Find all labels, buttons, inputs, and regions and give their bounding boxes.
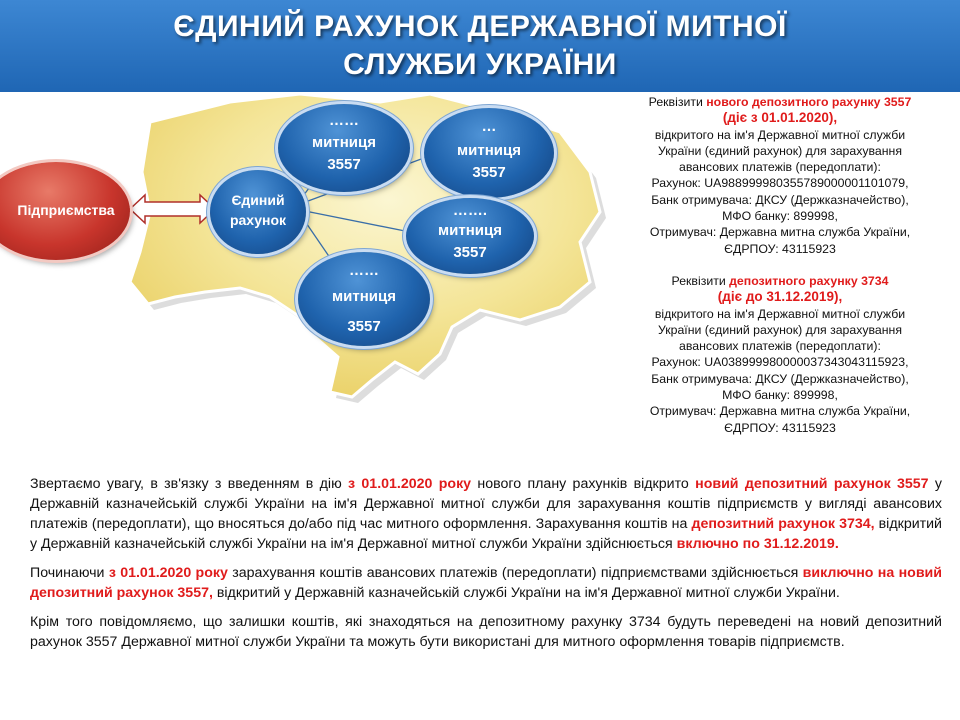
customs-code: 3557 [327,156,361,173]
single-account-line-1: Єдиний [231,192,285,208]
text-span: Крім того повідомляємо, що залишки коштів, які знаходяться на депозитному рахунку 3734 будуть переведені на новий депозитний рахунок 3557 Державної митної служби України та можуть бути використані для митного оформлення товарів підприємств. [30,614,942,650]
notice-paragraph-3 [30,612,942,652]
text-span: відкритий у Державній казначейській службі України на ім'я Державної митної служби України. [212,585,840,601]
customs-node [278,104,410,192]
old-account-line: відкритого на ім'я Державної митної служби [654,306,906,321]
highlight-span: депозитний рахунок 3734, [691,516,875,532]
old-account-line: України (єдиний рахунок) для зарахування [657,322,903,337]
old-account-prefix: Реквізити [671,273,730,288]
customs-dots: ……. [452,202,488,219]
text-span: зарахування коштів авансових платежів (передоплати) підприємствами здійснюється [227,565,803,581]
new-account-line: Отримувач: Державна митна служба України, [649,225,911,240]
old-account-line: ЄДРПОУ: 43115923 [724,420,836,435]
map-diagram [0,92,610,470]
page-title-line-1: ЄДИНИЙ РАХУНОК ДЕРЖАВНОЇ МИТНОЇ [173,10,787,43]
text-span: відкритий у Державній казначейській службі України на ім'я Державної митної служби України здійснюється [30,516,942,552]
old-account-line: Отримувач: Державна митна служба України, [649,404,911,419]
old-account-line: Банк отримувача: ДКСУ (Держказначейство), [651,371,909,386]
new-account-line: відкритого на ім'я Державної митної служби [654,127,906,142]
old-account-line: Рахунок: UA038999980000037343043115923, [651,355,909,370]
old-account-details [610,273,950,436]
customs-name: митниця [312,134,376,151]
notice-paragraph-1 [30,474,942,554]
customs-code: 3557 [453,244,487,261]
customs-dots: … [481,118,497,135]
new-account-line: Банк отримувача: ДКСУ (Держказначейство), [651,192,909,207]
customs-node [298,252,430,346]
account-details [610,94,950,436]
customs-name: митниця [438,222,502,239]
new-account-prefix: Реквізити [648,95,707,109]
notice-paragraph-2 [30,563,942,603]
title-bar [0,0,960,92]
new-account-line: України (єдиний рахунок) для зарахування [657,143,903,158]
new-account-title: нового депозитного рахунку 3557 [706,95,912,109]
highlight-span: включно по 31.12.2019. [676,536,839,552]
customs-node [424,108,554,198]
customs-name: митниця [332,288,396,305]
text-span: у Державній казначейській службі України на ім'я Державної митної служби для зарахування коштів підприємств у вигляді авансових платежів (передоплати), що вносяться до/або під час митного оформлення. Зарахування коштів на [30,476,942,532]
notice-body [30,474,942,661]
highlight-span: з 01.01.2020 року [108,565,228,581]
text-span: Починаючи [30,565,109,581]
customs-dots: …… [329,112,359,129]
new-account-line: Рахунок: UA988999980355789000001101079, [651,176,909,191]
customs-code: 3557 [472,164,506,181]
old-account-line: авансових платежів (передоплати): [679,339,881,354]
customs-dots: …… [349,262,379,279]
customs-name: митниця [457,142,521,159]
highlight-span: з 01.01.2020 року [348,476,472,492]
enterprises-label: Підприємства [17,202,115,218]
customs-code: 3557 [347,318,381,335]
single-account-node [210,170,306,254]
new-account-line: ЄДРПОУ: 43115923 [724,241,836,256]
highlight-span: виключно на новий депозитний рахунок 3557, [30,565,942,601]
highlight-span: новий депозитний рахунок 3557 [695,476,929,492]
old-account-title: депозитного рахунку 3734 [729,273,889,288]
text-span: Звертаємо увагу, в зв'язку з введенням в дію [30,476,349,492]
old-account-validity: (діє до 31.12.2019), [717,289,843,305]
page-title-line-2: СЛУЖБИ УКРАЇНИ [343,48,617,81]
new-account-validity: (діє з 01.01.2020), [722,110,838,126]
old-account-line: МФО банку: 899998, [722,388,838,403]
text-span: нового плану рахунків відкрито [471,476,696,492]
new-account-line: МФО банку: 899998, [722,209,838,224]
single-account-line-2: рахунок [229,212,287,228]
new-account-line: авансових платежів (передоплати): [679,160,881,175]
new-account-details [610,94,950,257]
